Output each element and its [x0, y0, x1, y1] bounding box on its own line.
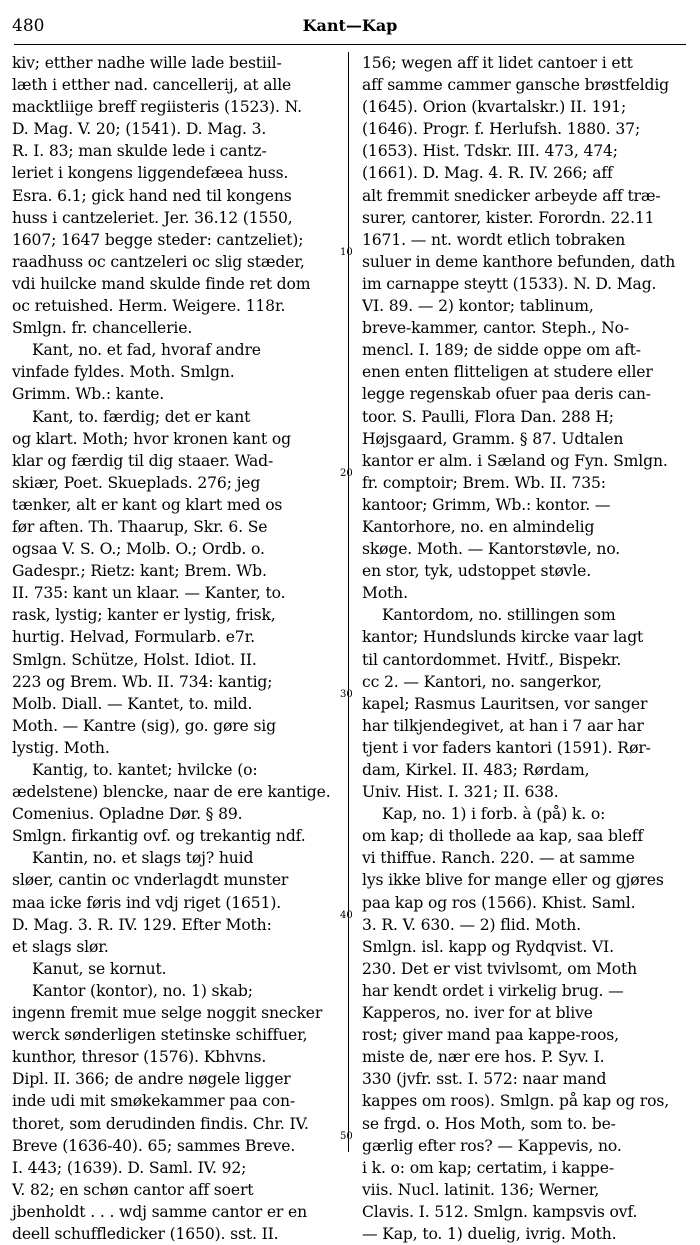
text-line: vdi huilcke mand skulde finde ret dom	[12, 274, 311, 293]
text-line: Molb. Diall. — Kantet, to. mild.	[12, 694, 253, 713]
text-line: vinfade fyldes. Moth. Smlgn.	[12, 363, 235, 382]
text-line: 156; wegen aff it lidet cantoer i ett	[362, 54, 633, 72]
text-line: huss i cantzeleriet. Jer. 36.12 (1550,	[12, 208, 293, 227]
text-line: Smlgn. isl. kapp og Rydqvist. VI.	[362, 937, 614, 956]
text-line: (1645). Orion (kvartalskr.) II. 191;	[362, 98, 627, 117]
running-title: Kant—Kap	[302, 16, 398, 35]
text-line: se frgd. o. Hos Moth, som to. be-	[362, 1114, 616, 1133]
text-line: Smlgn. fr. chancellerie.	[12, 319, 193, 338]
text-line: inde udi mit smøkekammer paa con-	[12, 1092, 295, 1111]
text-line: rost; giver mand paa kappe-roos,	[362, 1026, 619, 1045]
text-line: gærlig efter ros? — Kappevis, no.	[362, 1136, 622, 1155]
text-line: deell schuffledicker (1650). sst. II.	[12, 1224, 279, 1243]
text-line: breve-kammer, cantor. Steph., No-	[362, 319, 629, 338]
text-line: Comenius. Opladne Dør. § 89.	[12, 805, 243, 824]
text-line: kantor; Hundslunds kircke vaar lagt	[362, 628, 644, 647]
text-line: surer, cantorer, kister. Forordn. 22.11	[362, 208, 655, 227]
text-line: kantoor; Grimm, Wb.: kontor. —	[362, 495, 611, 514]
text-line: Kantor (kontor), no. 1) skab;	[32, 981, 253, 1000]
text-line: (1646). Progr. f. Herlufsh. 1880. 37;	[362, 120, 641, 139]
text-line: ogsaa V. S. O.; Molb. O.; Ordb. o.	[12, 540, 265, 559]
text-line: har kendt ordet i virkelig brug. —	[362, 981, 624, 1000]
text-line: ædelstene) blencke, naar de ere kantige.	[12, 783, 331, 802]
text-line: Kap, no. 1) i forb. à (på) k. o:	[382, 805, 606, 824]
text-line: tjent i vor faders kantori (1591). Rør-	[362, 738, 651, 757]
text-line: en stor, tyk, udstoppet støvle.	[362, 562, 592, 581]
text-line: viis. Nucl. latinit. 136; Werner,	[362, 1180, 600, 1199]
line-number: 30	[340, 689, 353, 700]
text-line: oc retuished. Herm. Weigere. 118r.	[12, 297, 286, 316]
text-line: Moth.	[362, 584, 408, 603]
text-line: macktliige breff regiisteris (1523). N.	[12, 98, 302, 117]
text-line: Breve (1636-40). 65; sammes Breve.	[12, 1136, 296, 1155]
text-line: 1671. — nt. wordt etlich tobraken	[362, 230, 626, 249]
text-line: 1607; 1647 begge steder: cantzeliet);	[12, 230, 304, 249]
text-line: om kap; di thollede aa kap, saa bleff	[362, 827, 644, 846]
header-rule	[14, 44, 686, 45]
text-line: Kant, to. færdig; det er kant	[32, 407, 251, 426]
text-line: 230. Det er vist tvivlsomt, om Moth	[362, 959, 638, 978]
text-line: 223 og Brem. Wb. II. 734: kantig;	[12, 672, 273, 691]
text-line: VI. 89. — 2) kontor; tablinum,	[362, 297, 594, 316]
text-line: I. 443; (1639). D. Saml. IV. 92;	[12, 1158, 247, 1177]
text-line: Højsgaard, Gramm. § 87. Udtalen	[362, 429, 624, 448]
text-line: rask, lystig; kanter er lystig, frisk,	[12, 606, 276, 625]
column-divider	[348, 52, 349, 1152]
text-line: Kanut, se kornut.	[32, 959, 167, 978]
text-line: im carnappe steytt (1533). N. D. Mag.	[362, 274, 657, 293]
text-line: raadhuss oc cantzeleri oc slig stæder,	[12, 252, 305, 271]
text-line: Clavis. I. 512. Smlgn. kampsvis ovf.	[362, 1202, 638, 1221]
line-number: 20	[340, 468, 353, 479]
text-line: til cantordommet. Hvitf., Bispekr.	[362, 650, 622, 669]
page-header	[8, 16, 692, 38]
text-line: D. Mag. 3. R. IV. 129. Efter Moth:	[12, 915, 272, 934]
text-line: cc 2. — Kantori, no. sangerkor,	[362, 672, 602, 691]
text-line: (1653). Hist. Tdskr. III. 473, 474;	[362, 142, 618, 161]
text-line: D. Mag. V. 20; (1541). D. Mag. 3.	[12, 120, 267, 139]
text-line: i k. o: om kap; certatim, i kappe-	[362, 1158, 614, 1177]
text-line: R. I. 83; man skulde lede i cantz-	[12, 142, 267, 161]
text-line: toor. S. Paulli, Flora Dan. 288 H;	[362, 407, 614, 426]
page-number: 480	[12, 16, 45, 36]
text-line: kunthor, thresor (1576). Kbhvns.	[12, 1048, 267, 1067]
text-line: læth i etther nad. cancellerij, at alle	[12, 76, 292, 95]
text-line: lys ikke blive for mange eller og gjøres	[362, 871, 664, 890]
text-line: før aften. Th. Thaarup, Skr. 6. Se	[12, 517, 268, 536]
text-line: sløer, cantin oc vnderlagdt munster	[12, 871, 289, 890]
text-line: enen enten flitteligen at studere eller	[362, 363, 653, 382]
text-line: Smlgn. Schütze, Holst. Idiot. II.	[12, 650, 257, 669]
text-line: mencl. I. 189; de sidde oppe om aft-	[362, 341, 641, 360]
text-line: Kantig, to. kantet; hvilcke (o:	[32, 761, 258, 779]
text-line: aff samme cammer gansche brøstfeldig	[362, 76, 670, 95]
text-line: paa kap og ros (1566). Khist. Saml.	[362, 893, 636, 912]
text-line: kapel; Rasmus Lauritsen, vor sanger	[362, 694, 648, 713]
text-line: lystig. Moth.	[12, 738, 110, 757]
text-line: hurtig. Helvad, Formularb. e7r.	[12, 628, 255, 647]
line-number: 10	[340, 247, 353, 258]
text-line: og klart. Moth; hvor kronen kant og	[12, 429, 291, 448]
left-column	[12, 52, 347, 1243]
text-line: vi thiffue. Ranch. 220. — at samme	[362, 849, 635, 868]
text-line: maa icke føris ind vdj riget (1651).	[12, 893, 282, 912]
text-line: Esra. 6.1; gick hand ned til kongens	[12, 186, 292, 205]
text-line: jbenholdt . . . wdj samme cantor er en	[12, 1202, 307, 1221]
line-number: 40	[340, 910, 353, 921]
text-line: Gadespr.; Rietz: kant; Brem. Wb.	[12, 562, 267, 581]
text-line: Kantordom, no. stillingen som	[382, 606, 616, 625]
text-line: miste de, nær ere hos. P. Syv. I.	[362, 1048, 605, 1067]
text-line: kiv; etther nadhe wille lade bestiil-	[12, 54, 282, 72]
text-line: legge regenskab ofuer paa deris can-	[362, 385, 651, 404]
text-line: 3. R. V. 630. — 2) flid. Moth.	[362, 915, 581, 934]
text-line: klar og færdig til dig staaer. Wad-	[12, 451, 274, 470]
text-line: Kapperos, no. iver for at blive	[362, 1004, 593, 1023]
text-line: kantor er alm. i Sæland og Fyn. Smlgn.	[362, 451, 668, 470]
text-line: Moth. — Kantre (sig), go. gøre sig	[12, 716, 276, 735]
text-line: Univ. Hist. I. 321; II. 638.	[362, 783, 559, 802]
text-line: thoret, som derudinden findis. Chr. IV.	[12, 1114, 309, 1133]
text-line: et slags slør.	[12, 937, 109, 956]
right-column	[362, 52, 692, 1243]
text-line: skiær, Poet. Skueplads. 276; jeg	[12, 473, 261, 492]
text-line: (1661). D. Mag. 4. R. IV. 266; aff	[362, 164, 613, 183]
text-line: Kantorhore, no. en almindelig	[362, 517, 595, 536]
text-line: Kantin, no. et slags tøj? huid	[32, 849, 254, 868]
text-line: tænker, alt er kant og klart med os	[12, 495, 283, 514]
text-line: har tilkjendegivet, at han i 7 aar har	[362, 716, 644, 735]
text-line: Grimm. Wb.: kante.	[12, 385, 165, 404]
text-line: Kant, no. et fad, hvoraf andre	[32, 341, 261, 360]
text-line: ingenn fremit mue selge noggit snecker	[12, 1004, 323, 1023]
text-line: alt fremmit snedicker arbeyde aff træ-	[362, 186, 661, 205]
line-number: 50	[340, 1131, 353, 1142]
text-line: Dipl. II. 366; de andre nøgele ligger	[12, 1070, 291, 1089]
text-line: — Kap, to. 1) duelig, ivrig. Moth.	[362, 1224, 617, 1243]
text-line: suluer in deme kanthore befunden, dath	[362, 252, 676, 271]
text-line: leriet i kongens liggendefæea huss.	[12, 164, 289, 183]
text-line: dam, Kirkel. II. 483; Rørdam,	[362, 761, 590, 779]
text-line: II. 735: kant un klaar. — Kanter, to.	[12, 584, 286, 603]
text-line: Smlgn. firkantig ovf. og trekantig ndf.	[12, 827, 306, 846]
text-line: V. 82; en schøn cantor aff soert	[12, 1180, 254, 1199]
text-line: 330 (jvfr. sst. I. 572: naar mand	[362, 1070, 607, 1089]
text-line: werck sønderligen stetinske schiffuer,	[12, 1026, 308, 1045]
text-line: fr. comptoir; Brem. Wb. II. 735:	[362, 473, 606, 492]
text-line: skøge. Moth. — Kantorstøvle, no.	[362, 540, 621, 559]
text-line: kappes om roos). Smlgn. på kap og ros,	[362, 1092, 670, 1111]
